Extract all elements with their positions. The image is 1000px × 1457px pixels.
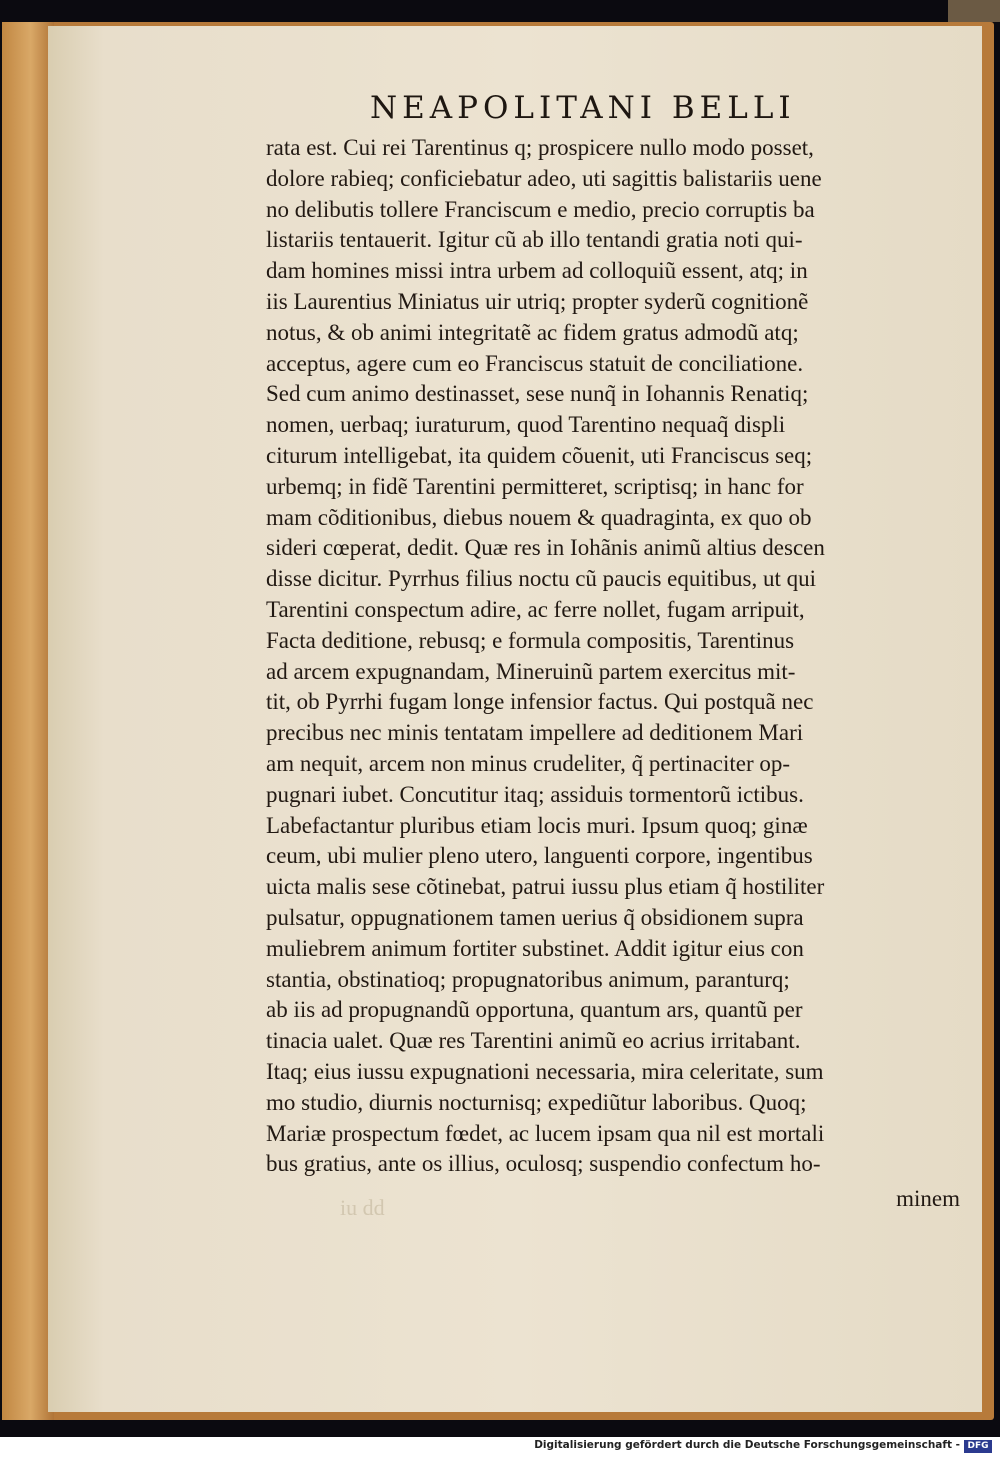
- text-line: precibus nec minis tentatam impellere ad deditionem Mari: [266, 720, 804, 746]
- text-line: muliebrem animum fortiter substinet. Addit igitur eius con: [266, 935, 804, 961]
- text-line: dam homines missi intra urbem ad colloquiũ essent, atq; in: [266, 258, 808, 284]
- text-line: notus, & ob animi integritatẽ ac fidem gratus admodũ atq;: [266, 319, 799, 345]
- text-line: no delibutis tollere Franciscum e medio, precio corruptis ba: [266, 196, 815, 222]
- text-line: listariis tentauerit. Igitur cũ ab illo tentandi gratia noti qui-: [266, 227, 803, 253]
- signature-mark: iu dd: [340, 1195, 385, 1220]
- text-line: Tarentini conspectum adire, ac ferre nollet, fugam arripuit,: [266, 596, 805, 622]
- page-edge: [2, 22, 54, 1420]
- text-line: Mariæ prospectum fœdet, ac lucem ipsam qua nil est mortali: [266, 1120, 825, 1146]
- text-line: sideri cœperat, dedit. Quæ res in Iohãnis animũ altius descen: [266, 535, 825, 561]
- text-line: Facta deditione, rebusq; e formula compositis, Tarentinus: [266, 627, 795, 653]
- text-line: nomen, uerbaq; iuraturum, quod Tarentino nequaq̃ displi: [266, 412, 786, 438]
- text-line: am nequit, arcem non minus crudeliter, q̃ pertinaciter op-: [266, 750, 791, 776]
- text-line: urbemq; in fidẽ Tarentini permitteret, scriptisq; in hanc for: [266, 473, 804, 499]
- text-line: dolore rabieq; conficiebatur adeo, uti sagittis balistariis uene: [266, 165, 822, 191]
- body-text: [266, 133, 966, 1180]
- text-line: acceptus, agere cum eo Franciscus statuit de conciliatione.: [266, 350, 804, 376]
- catchword: minem: [896, 1186, 960, 1211]
- text-line: stantia, obstinatioq; propugnatoribus animum, paranturq;: [266, 966, 790, 992]
- text-line: tit, ob Pyrrhi fugam longe infensior factus. Qui postquã nec: [266, 689, 814, 715]
- text-line: Labefactantur pluribus etiam locis muri. Ipsum quoq; ginæ: [266, 812, 808, 838]
- text-line: pugnari iubet. Concutitur itaq; assiduis tormentorũ ictibus.: [266, 781, 804, 807]
- dark-corner: [948, 0, 1000, 22]
- text-line: iis Laurentius Miniatus uir utriq; propter syderũ cognitionẽ: [266, 288, 809, 314]
- text-line: Itaq; eius iussu expugnationi necessaria, mira celeritate, sum: [266, 1058, 824, 1084]
- running-header: NEAPOLITANI BELLI: [370, 90, 796, 126]
- text-line: uicta malis sese cõtinebat, patrui iussu plus etiam q̃ hostiliter: [266, 874, 825, 900]
- text-line: citurum intelligebat, ita quidem cõuenit, uti Franciscus seq;: [266, 442, 813, 468]
- text-line: ab iis ad propugnandũ opportuna, quantum ars, quantũ per: [266, 997, 803, 1023]
- text-line: ad arcem expugnandam, Mineruinũ partem exercitus mit-: [266, 658, 796, 684]
- text-line: bus gratius, ante os illius, oculosq; suspendio confectum ho-: [266, 1151, 821, 1177]
- text-line: disse dicitur. Pyrrhus filius noctu cũ paucis equitibus, ut qui: [266, 566, 817, 592]
- text-line: ceum, ubi mulier pleno utero, languenti corpore, ingentibus: [266, 843, 813, 869]
- dfg-logo[interactable]: DFG: [964, 1440, 992, 1453]
- footer-bar: [0, 1437, 1000, 1457]
- text-line: mo studio, diurnis nocturnisq; expediũtur laboribus. Quoq;: [266, 1089, 807, 1115]
- text-line: tinacia ualet. Quæ res Tarentini animũ eo acrius irritabant.: [266, 1028, 801, 1054]
- funding-credit: Digitalisierung gefördert durch die Deutsche Forschungsgemeinschaft -: [534, 1439, 960, 1451]
- text-line: rata est. Cui rei Tarentinus q; prospicere nullo modo posset,: [266, 135, 814, 160]
- text-line: Sed cum animo destinasset, sese nunq̃ in Iohannis Renatiq;: [266, 381, 809, 407]
- text-line: mam cõditionibus, diebus nouem & quadraginta, ex quo ob: [266, 504, 812, 530]
- text-line: pulsatur, oppugnationem tamen uerius q̃ obsidionem supra: [266, 904, 804, 930]
